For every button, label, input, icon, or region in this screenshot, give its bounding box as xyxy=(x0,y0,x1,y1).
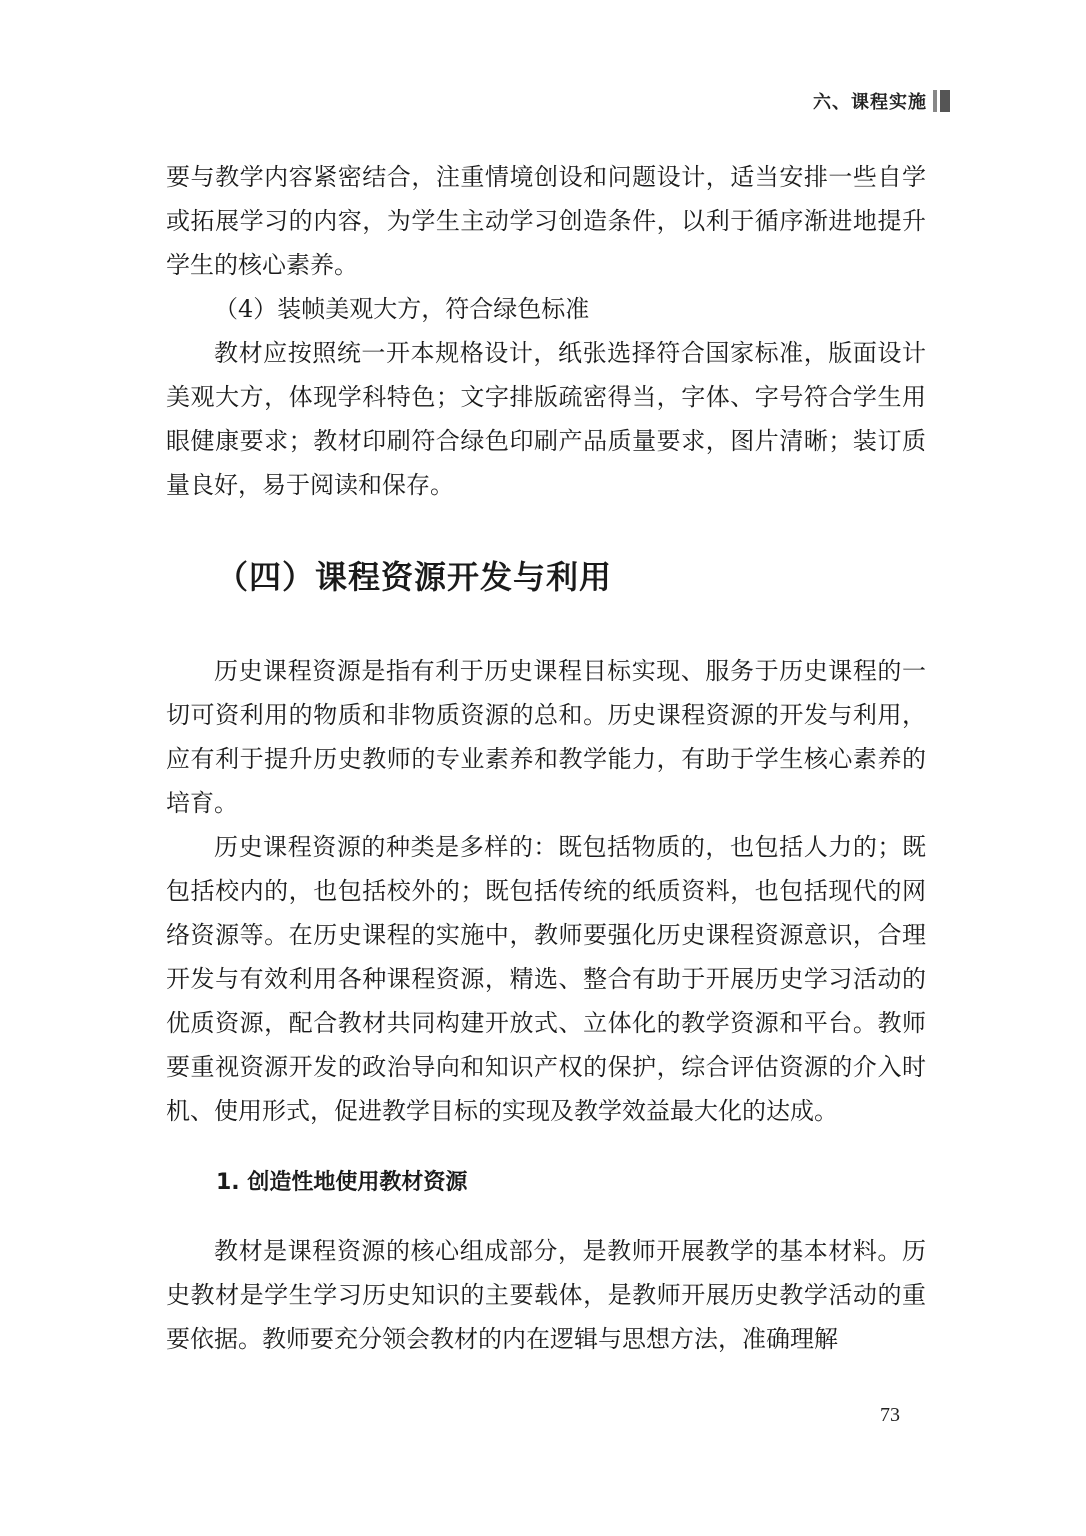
header-bar-thick xyxy=(940,90,950,112)
header-bar-thin xyxy=(933,90,937,112)
paragraph-resources-types: 历史课程资源的种类是多样的：既包括物质的，也包括人力的；既包括校内的，也包括校外的；既包括传统的纸质资料，也包括现代的网络资源等。在历史课程的实施中，教师要强化历史课程资源意识，合理开发与有效利用各种课程资源，精选、整合有助于开展历史学习活动的优质资源，配合教材共同构建开放式、立体化的教学资源和平台。教师要重视资源开发的政治导向和知识产权的保护，综合评估资源的介入时机、使用形式，促进教学目标的实现及教学效益最大化的达成。 xyxy=(166,833,926,1125)
header-title: 六、课程实施 xyxy=(813,92,927,113)
page-number: 73 xyxy=(880,1404,900,1426)
running-header xyxy=(813,88,950,114)
subheading-binding: （4）装帧美观大方，符合绿色标准 xyxy=(214,295,590,323)
paragraph-textbook: 教材是课程资源的核心组成部分，是教师开展教学的基本材料。历史教材是学生学习历史知识的主要载体，是教师开展历史教学活动的重要依据。教师要充分领会教材的内在逻辑与思想方法，准确理解 xyxy=(166,1237,926,1353)
paragraph-continued: 要与教学内容紧密结合，注重情境创设和问题设计，适当安排一些自学或拓展学习的内容，为学生主动学习创造条件，以利于循序渐进地提升学生的核心素养。 xyxy=(166,163,926,279)
header-bar-icon xyxy=(933,90,950,112)
paragraph-resources-definition: 历史课程资源是指有利于历史课程目标实现、服务于历史课程的一切可资利用的物质和非物质资源的总和。历史课程资源的开发与利用，应有利于提升历史教师的专业素养和教学能力，有助于学生核心素养的培育。 xyxy=(166,657,926,817)
section-title: （四）课程资源开发与利用 xyxy=(216,558,613,596)
page-body xyxy=(166,155,926,1361)
subsection-title: 1. 创造性地使用教材资源 xyxy=(216,1170,468,1195)
paragraph-binding: 教材应按照统一开本规格设计，纸张选择符合国家标准，版面设计美观大方，体现学科特色；文字排版疏密得当，字体、字号符合学生用眼健康要求；教材印刷符合绿色印刷产品质量要求，图片清晰；装订质量良好，易于阅读和保存。 xyxy=(166,339,926,499)
